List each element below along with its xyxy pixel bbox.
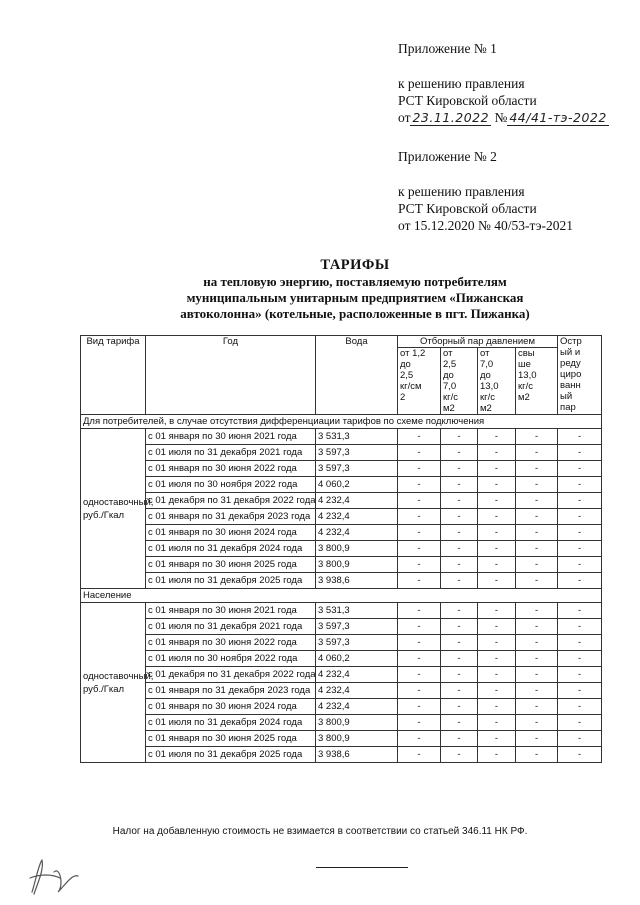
period-cell: с 01 января по 30 июня 2021 года xyxy=(146,603,316,619)
empty-value-cell: - xyxy=(516,525,558,541)
empty-value-cell: - xyxy=(398,557,441,573)
section-title: Население xyxy=(81,589,602,603)
period-cell: с 01 июля по 31 декабря 2025 года xyxy=(146,747,316,763)
empty-value-cell: - xyxy=(478,541,516,557)
empty-value-cell: - xyxy=(398,477,441,493)
water-value-cell: 3 938,6 xyxy=(316,573,398,589)
header-steam-text-line: до xyxy=(443,370,454,381)
header-sharp-steam-line: пар xyxy=(560,402,576,413)
header-steam-text-line: 2,5 xyxy=(443,359,457,370)
header-steam-text-line: свы xyxy=(518,348,535,359)
empty-value-cell: - xyxy=(441,683,478,699)
appendix-1-block xyxy=(398,40,609,126)
empty-value-cell: - xyxy=(558,493,602,509)
table-row xyxy=(81,619,602,635)
document-subtitle-line1: на тепловую энергию, поставляемую потребителям xyxy=(203,274,507,289)
water-value-cell: 3 597,3 xyxy=(316,619,398,635)
table-row xyxy=(81,461,602,477)
period-cell: с 01 июля по 31 декабря 2025 года xyxy=(146,573,316,589)
water-value-cell: 4 232,4 xyxy=(316,667,398,683)
header-steam-text-line: до xyxy=(400,359,411,370)
empty-value-cell: - xyxy=(558,635,602,651)
appendix-2-title: Приложение № 2 xyxy=(398,149,497,164)
empty-value-cell: - xyxy=(516,635,558,651)
empty-value-cell: - xyxy=(441,461,478,477)
water-value-cell: 4 232,4 xyxy=(316,525,398,541)
appendix-2-line3: от 15.12.2020 № 40/53-тэ-2021 xyxy=(398,218,573,233)
water-value-cell: 3 800,9 xyxy=(316,731,398,747)
table-row xyxy=(81,445,602,461)
empty-value-cell: - xyxy=(398,445,441,461)
empty-value-cell: - xyxy=(516,603,558,619)
header-steam-text-line: 7,0 xyxy=(480,359,494,370)
empty-value-cell: - xyxy=(398,525,441,541)
empty-value-cell: - xyxy=(516,715,558,731)
water-value-cell: 3 597,3 xyxy=(316,461,398,477)
header-sharp-steam-line: Остр xyxy=(560,336,582,347)
empty-value-cell: - xyxy=(441,603,478,619)
header-sharp-steam-line: ванн xyxy=(560,380,581,391)
header-water: Вода xyxy=(316,336,398,415)
empty-value-cell: - xyxy=(516,493,558,509)
header-tariff-type: Вид тарифа xyxy=(81,336,146,415)
empty-value-cell: - xyxy=(441,477,478,493)
period-cell: с 01 июля по 30 ноября 2022 года xyxy=(146,477,316,493)
header-sharp-steam-line: реду xyxy=(560,358,581,369)
water-value-cell: 4 232,4 xyxy=(316,493,398,509)
empty-value-cell: - xyxy=(478,573,516,589)
vat-footnote: Налог на добавленную стоимость не взимается в соответствии со статьей 346.11 НК РФ. xyxy=(112,826,528,837)
table-row xyxy=(81,699,602,715)
header-steam-text-line: 13,0 xyxy=(518,370,537,381)
empty-value-cell: - xyxy=(441,557,478,573)
empty-value-cell: - xyxy=(516,477,558,493)
empty-value-cell: - xyxy=(558,509,602,525)
empty-value-cell: - xyxy=(441,619,478,635)
empty-value-cell: - xyxy=(558,715,602,731)
table-row xyxy=(81,747,602,763)
empty-value-cell: - xyxy=(441,667,478,683)
water-value-cell: 3 938,6 xyxy=(316,747,398,763)
period-cell: с 01 декабря по 31 декабря 2022 года xyxy=(146,493,316,509)
appendix-2-block xyxy=(398,148,573,234)
empty-value-cell: - xyxy=(558,731,602,747)
header-steam-4 xyxy=(516,348,558,415)
period-cell: с 01 января по 31 декабря 2023 года xyxy=(146,509,316,525)
empty-value-cell: - xyxy=(478,603,516,619)
header-sharp-steam-line: циро xyxy=(560,369,582,380)
appendix-1-handwritten-number: 44/41-тэ-2022 xyxy=(509,110,607,125)
table-row xyxy=(81,493,602,509)
period-cell: с 01 января по 30 июня 2025 года xyxy=(146,557,316,573)
empty-value-cell: - xyxy=(478,525,516,541)
empty-value-cell: - xyxy=(558,461,602,477)
empty-value-cell: - xyxy=(478,667,516,683)
empty-value-cell: - xyxy=(478,651,516,667)
table-row xyxy=(81,715,602,731)
empty-value-cell: - xyxy=(516,573,558,589)
header-steam-text-line: 2,5 xyxy=(400,370,414,381)
header-steam-2 xyxy=(441,348,478,415)
empty-value-cell: - xyxy=(478,683,516,699)
period-cell: с 01 июля по 31 декабря 2024 года xyxy=(146,541,316,557)
empty-value-cell: - xyxy=(478,477,516,493)
header-sharp-steam-line: ый и xyxy=(560,347,581,358)
period-cell: с 01 июля по 31 декабря 2021 года xyxy=(146,445,316,461)
empty-value-cell: - xyxy=(478,747,516,763)
empty-value-cell: - xyxy=(398,715,441,731)
empty-value-cell: - xyxy=(441,541,478,557)
empty-value-cell: - xyxy=(516,683,558,699)
empty-value-cell: - xyxy=(558,557,602,573)
empty-value-cell: - xyxy=(398,667,441,683)
water-value-cell: 3 531,3 xyxy=(316,429,398,445)
period-cell: с 01 июля по 31 декабря 2024 года xyxy=(146,715,316,731)
table-row xyxy=(81,667,602,683)
section-title: Для потребителей, в случае отсутствия дифференциации тарифов по схеме подключения xyxy=(81,415,602,429)
header-year: Год xyxy=(146,336,316,415)
empty-value-cell: - xyxy=(516,731,558,747)
empty-value-cell: - xyxy=(478,509,516,525)
document-title: ТАРИФЫ xyxy=(320,257,390,273)
table-row xyxy=(81,541,602,557)
empty-value-cell: - xyxy=(516,541,558,557)
empty-value-cell: - xyxy=(441,651,478,667)
period-cell: с 01 января по 30 июня 2024 года xyxy=(146,525,316,541)
water-value-cell: 4 232,4 xyxy=(316,683,398,699)
header-steam-text-line: 2 xyxy=(400,392,406,403)
empty-value-cell: - xyxy=(441,525,478,541)
empty-value-cell: - xyxy=(398,731,441,747)
appendix-1-date-line xyxy=(398,109,609,126)
tariff-table-body xyxy=(81,415,602,763)
document-subtitle-line3: автоколонна» (котельные, расположенные в пгт. Пижанка) xyxy=(180,306,530,321)
empty-value-cell: - xyxy=(398,747,441,763)
period-cell: с 01 июля по 30 ноября 2022 года xyxy=(146,651,316,667)
tariff-type-cell: одноставочный, руб./Гкал xyxy=(81,603,146,763)
empty-value-cell: - xyxy=(558,541,602,557)
empty-value-cell: - xyxy=(558,573,602,589)
header-steam-text-line: м2 xyxy=(518,392,530,403)
empty-value-cell: - xyxy=(516,747,558,763)
header-steam-text-line: от 1,2 xyxy=(400,348,426,359)
empty-value-cell: - xyxy=(398,493,441,509)
water-value-cell: 3 800,9 xyxy=(316,557,398,573)
empty-value-cell: - xyxy=(441,445,478,461)
empty-value-cell: - xyxy=(398,541,441,557)
table-row xyxy=(81,573,602,589)
empty-value-cell: - xyxy=(558,667,602,683)
header-steam-text-line: от xyxy=(480,348,490,359)
table-row xyxy=(81,731,602,747)
header-steam-1 xyxy=(398,348,441,415)
period-cell: с 01 декабря по 31 декабря 2022 года xyxy=(146,667,316,683)
empty-value-cell: - xyxy=(558,747,602,763)
closing-rule xyxy=(316,867,408,868)
section-header-row xyxy=(81,589,602,603)
empty-value-cell: - xyxy=(478,715,516,731)
header-sharp-steam xyxy=(558,336,602,415)
period-cell: с 01 июля по 31 декабря 2021 года xyxy=(146,619,316,635)
period-cell: с 01 января по 30 июня 2025 года xyxy=(146,731,316,747)
period-cell: с 01 января по 30 июня 2022 года xyxy=(146,635,316,651)
empty-value-cell: - xyxy=(398,699,441,715)
empty-value-cell: - xyxy=(441,731,478,747)
empty-value-cell: - xyxy=(478,635,516,651)
period-cell: с 01 января по 31 декабря 2023 года xyxy=(146,683,316,699)
header-steam-text-line: кг/см xyxy=(400,381,422,392)
table-row xyxy=(81,683,602,699)
empty-value-cell: - xyxy=(478,699,516,715)
header-steam-text-line: кг/с xyxy=(518,381,534,392)
empty-value-cell: - xyxy=(558,651,602,667)
empty-value-cell: - xyxy=(441,699,478,715)
header-steam-text-line: до xyxy=(480,370,491,381)
water-value-cell: 4 232,4 xyxy=(316,509,398,525)
header-steam-text-line: кг/с xyxy=(480,392,496,403)
empty-value-cell: - xyxy=(516,667,558,683)
header-steam: Отборный пар давлением xyxy=(398,336,558,348)
table-row xyxy=(81,603,602,619)
empty-value-cell: - xyxy=(441,747,478,763)
empty-value-cell: - xyxy=(478,445,516,461)
empty-value-cell: - xyxy=(516,445,558,461)
water-value-cell: 4 232,4 xyxy=(316,699,398,715)
empty-value-cell: - xyxy=(398,683,441,699)
signature-mark xyxy=(24,856,84,898)
header-steam-text-line: м2 xyxy=(443,403,455,414)
empty-value-cell: - xyxy=(398,461,441,477)
water-value-cell: 3 800,9 xyxy=(316,715,398,731)
table-row xyxy=(81,557,602,573)
empty-value-cell: - xyxy=(558,429,602,445)
empty-value-cell: - xyxy=(441,573,478,589)
header-steam-text-line: м2 xyxy=(480,403,492,414)
water-value-cell: 3 800,9 xyxy=(316,541,398,557)
empty-value-cell: - xyxy=(441,635,478,651)
appendix-1-line2: РСТ Кировской области xyxy=(398,93,537,108)
empty-value-cell: - xyxy=(398,619,441,635)
appendix-2-line2: РСТ Кировской области xyxy=(398,201,537,216)
empty-value-cell: - xyxy=(558,477,602,493)
empty-value-cell: - xyxy=(398,573,441,589)
empty-value-cell: - xyxy=(441,509,478,525)
empty-value-cell: - xyxy=(516,461,558,477)
period-cell: с 01 января по 30 июня 2021 года xyxy=(146,429,316,445)
empty-value-cell: - xyxy=(478,731,516,747)
empty-value-cell: - xyxy=(516,557,558,573)
empty-value-cell: - xyxy=(398,651,441,667)
document-heading xyxy=(80,256,630,322)
empty-value-cell: - xyxy=(398,603,441,619)
empty-value-cell: - xyxy=(516,509,558,525)
empty-value-cell: - xyxy=(558,683,602,699)
empty-value-cell: - xyxy=(478,557,516,573)
water-value-cell: 4 060,2 xyxy=(316,651,398,667)
empty-value-cell: - xyxy=(558,525,602,541)
appendix-1-line1: к решению правления xyxy=(398,76,525,91)
empty-value-cell: - xyxy=(398,635,441,651)
appendix-1-date-prefix: от xyxy=(398,110,411,125)
empty-value-cell: - xyxy=(478,493,516,509)
appendix-1-handwritten-date: 23.11.2022 xyxy=(412,110,490,125)
period-cell: с 01 января по 30 июня 2024 года xyxy=(146,699,316,715)
section-header-row xyxy=(81,415,602,429)
empty-value-cell: - xyxy=(558,445,602,461)
empty-value-cell: - xyxy=(558,699,602,715)
empty-value-cell: - xyxy=(516,619,558,635)
document-subtitle-line2: муниципальным унитарным предприятием «Пижанская xyxy=(186,290,524,305)
water-value-cell: 4 060,2 xyxy=(316,477,398,493)
empty-value-cell: - xyxy=(441,429,478,445)
tariff-type-cell: одноставочный, руб./Гкал xyxy=(81,429,146,589)
table-row xyxy=(81,525,602,541)
table-row xyxy=(81,635,602,651)
header-steam-text-line: от xyxy=(443,348,453,359)
table-row xyxy=(81,651,602,667)
appendix-1-num-prefix: № xyxy=(494,110,508,125)
empty-value-cell: - xyxy=(516,699,558,715)
header-steam-text-line: 7,0 xyxy=(443,381,457,392)
empty-value-cell: - xyxy=(398,429,441,445)
appendix-1-title: Приложение № 1 xyxy=(398,41,497,56)
empty-value-cell: - xyxy=(478,429,516,445)
header-steam-text-line: ше xyxy=(518,359,531,370)
empty-value-cell: - xyxy=(478,461,516,477)
header-steam-3 xyxy=(478,348,516,415)
tariff-table xyxy=(80,335,602,763)
table-row xyxy=(81,477,602,493)
header-sharp-steam-line: ый xyxy=(560,391,573,402)
header-steam-text-line: кг/с xyxy=(443,392,459,403)
empty-value-cell: - xyxy=(398,509,441,525)
table-row xyxy=(81,509,602,525)
empty-value-cell: - xyxy=(441,715,478,731)
empty-value-cell: - xyxy=(441,493,478,509)
header-steam-text-line: 13,0 xyxy=(480,381,499,392)
period-cell: с 01 января по 30 июня 2022 года xyxy=(146,461,316,477)
water-value-cell: 3 597,3 xyxy=(316,635,398,651)
water-value-cell: 3 597,3 xyxy=(316,445,398,461)
empty-value-cell: - xyxy=(516,429,558,445)
empty-value-cell: - xyxy=(478,619,516,635)
empty-value-cell: - xyxy=(558,603,602,619)
water-value-cell: 3 531,3 xyxy=(316,603,398,619)
empty-value-cell: - xyxy=(558,619,602,635)
table-row xyxy=(81,429,602,445)
appendix-2-line1: к решению правления xyxy=(398,184,525,199)
empty-value-cell: - xyxy=(516,651,558,667)
